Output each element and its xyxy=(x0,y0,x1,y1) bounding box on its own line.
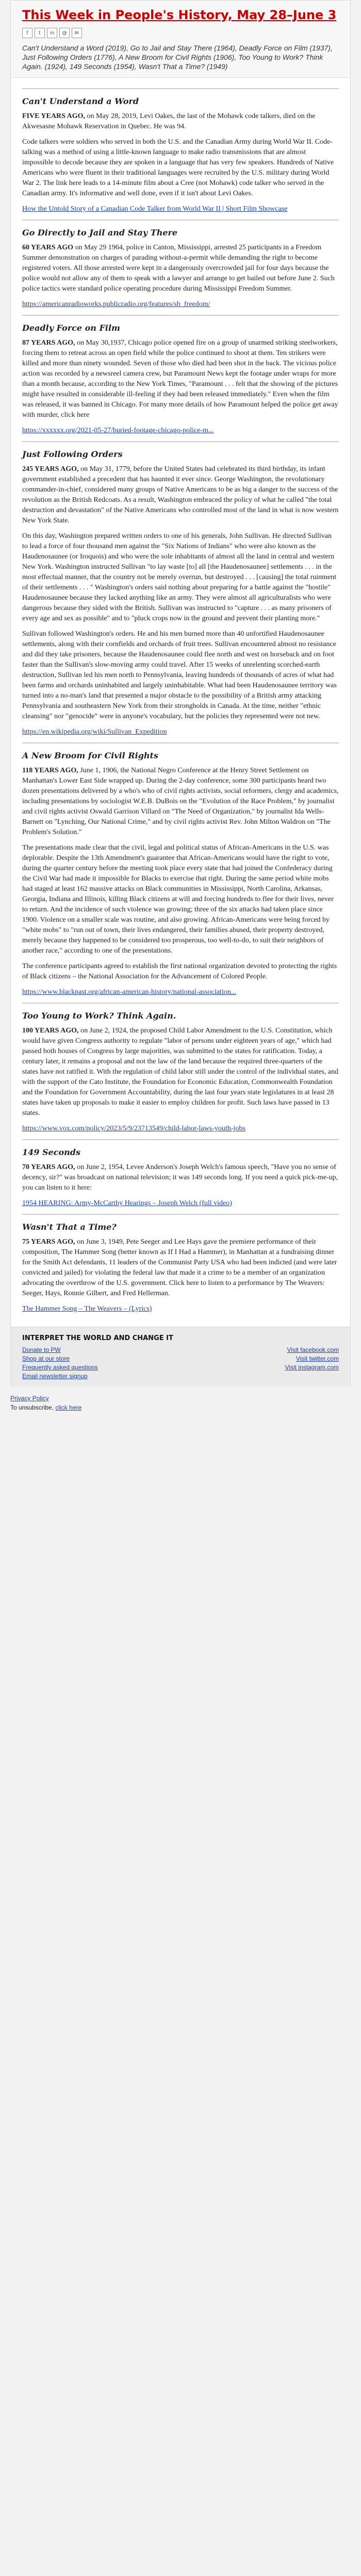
paragraph-text: on May 30,1937, Chicago police opened fire on a group of unarmed striking steelworkers, forcing them to retreat across an open field while the police continued to shoot at them. Ten strikers were killed and more than ninety wounded. Seven of those who died had been shot in the back. The vicious police action was recorded by a newsreel camera crew, but Paramount News kept the footage under wraps for more than a month because, according to the New York Times, "Paramount . . . felt that the showing of the pictures might have resulted in considerable ill-feeling if they had been released immediately." Even when the film was released, it was banned in Chicago. For many more details of how Paramount helped the police get away with murder, click here xyxy=(22,339,338,419)
hero xyxy=(11,1,350,78)
footer-right-links xyxy=(285,1346,339,1381)
paragraph-lead: 100 YEARS AGO, xyxy=(22,1027,79,1035)
footer-heading: INTERPRET THE WORLD AND CHANGE IT xyxy=(22,1334,173,1342)
footer-link-item xyxy=(22,1346,98,1353)
footer-link[interactable]: Frequently asked questions xyxy=(22,1364,98,1371)
section-divider xyxy=(22,1139,339,1140)
paragraph-text: on May 28, 2019, Levi Oakes, the last of the Mohawk code talkers, died on the Akwesasne Mohawk Reservation in Quebec. He was 94. xyxy=(22,112,316,130)
section-text xyxy=(22,464,339,737)
section-heading: Deadly Force on Film xyxy=(22,323,120,333)
section-divider xyxy=(22,441,339,442)
section-heading: Too Young to Work? Think Again. xyxy=(22,1011,176,1021)
paragraph-text: Code talkers were soldiers who served in both the U.S. and the Canadian Army during World War II. Code-talking was a method of using a little-known language to make radio transmissions that are almost impossible to decode because they are spoken in a language that has very few speakers. Hundreds of Native Americans who were fluent in their traditional languages were recruited by the U.S. military during World War 2. The link here leads to a 14-minute film about a Cree (not Mohawk) code talker who served in the Canadian army. It's informative and well done, even if it isn't about Levi Oakes. xyxy=(22,138,334,197)
section-text xyxy=(22,1162,339,1209)
paragraph-text: The conference participants agreed to establish the first national organization devoted to protecting the rights of Black citizens – the National Association for the Advancement of Colored People. xyxy=(22,962,337,980)
footer-link-item xyxy=(285,1364,339,1371)
footer-link[interactable]: Email newsletter signup xyxy=(22,1372,88,1380)
page-title[interactable]: This Week in People's History, May 28–June 3 xyxy=(22,8,337,22)
paragraph xyxy=(22,987,339,997)
article-body xyxy=(11,78,350,1327)
share-icon[interactable]: in xyxy=(47,28,57,38)
paragraph xyxy=(22,137,339,199)
share-icon[interactable]: ✉ xyxy=(72,28,82,38)
paragraph-lead: 70 YEARS AGO, xyxy=(22,1163,75,1171)
section-divider xyxy=(22,219,339,221)
footer-link-item xyxy=(285,1355,339,1362)
paragraph xyxy=(22,1237,339,1299)
section-text xyxy=(22,111,339,214)
paragraph xyxy=(22,338,339,420)
paragraph xyxy=(22,1026,339,1118)
section-heading: Just Following Orders xyxy=(22,449,123,459)
paragraph-lead: 87 YEARS AGO, xyxy=(22,339,75,347)
source-link[interactable]: https://www.vox.com/policy/2023/5/9/23713549/child-labor-laws-youth-jobs xyxy=(22,1125,245,1132)
share-icons xyxy=(22,28,339,38)
paragraph xyxy=(22,299,339,310)
source-link[interactable]: How the Untold Story of a Canadian Code Talker from World War II | Short Film Showcase xyxy=(22,205,288,213)
share-icon[interactable]: f xyxy=(22,28,32,38)
intro-summary: Can't Understand a Word (2019), Go to Jail and Stay There (1964), Deadly Force on Film (1937), Just Following Orders (1776), A New Broom for Civil Rights (1906), Too Young to Work? Think Again. (1924), 149 Seconds (1954), Wasn't That a Time? (1949) xyxy=(22,44,333,71)
paragraph-lead: 60 YEARS AGO xyxy=(22,244,74,251)
footer-link[interactable]: Donate to PW xyxy=(22,1346,61,1353)
paragraph xyxy=(22,1124,339,1134)
section-heading: A New Broom for Civil Rights xyxy=(22,751,158,760)
paragraph-lead: 245 YEARS AGO, xyxy=(22,465,79,473)
paragraph xyxy=(22,426,339,436)
section-divider xyxy=(22,1003,339,1004)
section-divider xyxy=(22,315,339,316)
paragraph xyxy=(22,961,339,982)
footer xyxy=(10,1327,351,1386)
section-heading: Go Directly to Jail and Stay There xyxy=(22,228,178,238)
section-text xyxy=(22,1237,339,1314)
paragraph xyxy=(22,843,339,956)
source-link[interactable]: https://xxxxxx.org/2021-05-27/buried-footage-chicago-police-m... xyxy=(22,427,214,434)
section-divider xyxy=(22,742,339,743)
bottom-links xyxy=(9,1394,352,1412)
section-text xyxy=(22,338,339,436)
section-divider xyxy=(22,1214,339,1215)
paragraph-text: On this day, Washington prepared written orders to one of his generals, John Sullivan. He directed Sullivan to lead a force of four thousand men against the "Six Nations of Indians" who were also known as the Haudenosaunee (or Iroquois) and who were the sole inhabitants of almost all the land in central and western New York. Washington instructed Sullivan "to lay waste [to] all [the Haudenosaunee] settlements . . . in the most effectual manner, that the country not be merely overrun, but destroyed . . . [causing] the total ruinment of their settlements . . . " Washington's orders said nothing about preparing for a battle against the "hostile" Haudenosaunee because they lacked anything like an army. They were almost all agriculturalists who were dangerous because they sided with the British. Sullivan was instructed to "capture . . . as many prisoners of every age and sex as possible" and to "pluck crops now in the ground and prevent their planting more." xyxy=(22,532,337,622)
paragraph-text: Sullivan followed Washington's orders. He and his men burned more than 40 unfortified Haudenosaunee settlements, along with their cornfields and orchards of fruit trees. Sullivan encountered almost no resistance and did they take prisoners, because the Haudenosaunee could flee north and west on horseback and on foot faster than the Sullivan's slow-moving army could travel. After 15 weeks of unrelenting scorched-earth destruction, Sullivan led his men north to Pennsylvania, leaving hundreds of thousands of acres of what had been farms and orchards uninhabited and largely uninhabitable. What had been Haudenosaunee territory was turned into a no-man's land that presented a major obstacle to the possibility of a British army attacking Pennsylvania and southeastern New York from their strongholds in Canada. At the time, neither "ethnic cleansing" nor "genocide" were in anyone's vocabulary, but the policies they represented were not new. xyxy=(22,630,337,720)
social-link[interactable]: Visit instagram.com xyxy=(285,1364,339,1371)
section-heading: Can't Understand a Word xyxy=(22,96,139,106)
paragraph-text: on June 3, 1949, Pete Seeger and Lee Hays gave the premiere performance of their composition, The Hammer Song (better known as If I Had a Hammer), in Manhattan at a fundraising dinner for the Smith Act defendants, 11 leaders of the Communist Party USA who had been indicted (and were later convicted and jailed) for violating the federal law that made it a crime to be a member of an organization advocating the overthrow of the U.S. government. Click here to listen to a performance by The Weavers: Seeger, Hays, Ronnie Gilbert, and Fred Hellerman. xyxy=(22,1238,337,1297)
privacy-policy-link[interactable]: Privacy Policy xyxy=(10,1395,49,1402)
paragraph xyxy=(22,1198,339,1209)
footer-link[interactable]: Shop at our store xyxy=(22,1355,70,1362)
share-icon[interactable]: t xyxy=(35,28,45,38)
paragraph-lead: 75 YEARS AGO, xyxy=(22,1238,75,1246)
section-heading: 149 Seconds xyxy=(22,1147,80,1157)
social-link[interactable]: Visit twitter.com xyxy=(296,1355,339,1362)
source-link[interactable]: https://en.wikipedia.org/wiki/Sullivan_Expedition xyxy=(22,728,167,736)
paragraph-text: The presentations made clear that the civil, legal and political status of African-Americans in the U.S. was deplorable. Despite the 13th Amendment's guarantee that African-Americans would have the right to vote, during the quarter century before the meeting took place every state that had joined the Confederacy during the Civil War had made it impossible for Blacks to exercise that right. During the same period white mobs had staged at least 162 massive attacks on Black communities in Mississippi, North Carolina, Arkansas, Georgia, Indiana and Illinois, killing Black citizens at will and forcing hundreds to flee for their lives, never to return. And the incidence of such violence was growing; three of the six attacks had taken place since 1900. Violence on a smaller scale was routine, and also growing. African-Americans were being forced by "white mobs" to "run out of town, their lives endangered, their families abused, their property destroyed, merely because they happened to be considered too prosperous, too well-to-do, to suit their neighbors of another race," according to one of the presentations. xyxy=(22,844,334,955)
paragraph xyxy=(22,204,339,214)
source-link[interactable]: https://www.blackpast.org/african-american-history/national-association... xyxy=(22,988,237,996)
footer-link-item xyxy=(22,1355,98,1362)
section-divider xyxy=(22,88,339,89)
paragraph-text: June 1, 1906, the National Negro Conference at the Henry Street Settlement on Manhattan's Lower East Side wrapped up. During the 2-day conference, some 300 participants heard two dozen presentations delivered by a who's who of civil rights activists, social reformers, clergy and academics, including presentations by sociologist W.E.B. DuBois on the "Evolution of the Race Problem," by journalist and civil rights activist Oswald Garrison Villard on "The Need of Organization," by journalist Ida Wells-Barnett on "Lynching, Our National Crime," and by civil rights activist Rev. John Milton Waldron on "The Problem's Solution." xyxy=(22,767,339,836)
section-text xyxy=(22,766,339,997)
footer-link-item xyxy=(285,1346,339,1353)
paragraph-text: on June 2, 1954, Levee Anderson's Joseph Welch's famous speech, "Have you no sense of decency, sir?" was broadcast on national television; it was 149 seconds long. If you need a quick pick-me-up, you can listen to it here: xyxy=(22,1163,338,1192)
paragraph xyxy=(22,1304,339,1314)
newsletter-container xyxy=(10,0,351,1327)
unsubscribe-prefix: To unsubscribe, xyxy=(10,1404,56,1411)
paragraph xyxy=(22,464,339,526)
source-link[interactable]: https://americanradioworks.publicradio.org/features/sb_freedom/ xyxy=(22,300,210,308)
paragraph xyxy=(22,629,339,722)
paragraph-text: on May 31, 1779, before the United States had celebrated its third birthday, its infant government established a precedent that has haunted it ever since. George Washington, the revolutionary commander-in-chief, considered many groups of Native Americans to be as big a danger to the success of the revolution as the British Redcoats. As a result, Washington embraced the policy of what he called "the total destruction and devastation" of the Native Americans who controlled most of the land in what is now western New York State. xyxy=(22,465,339,524)
paragraph-lead: 118 YEARS AGO, xyxy=(22,767,78,774)
paragraph xyxy=(22,531,339,624)
paragraph xyxy=(22,243,339,294)
paragraph xyxy=(22,111,339,132)
footer-link-item xyxy=(22,1364,98,1371)
social-link[interactable]: Visit facebook.com xyxy=(287,1346,339,1353)
paragraph-text: on June 2, 1924, the proposed Child Labor Amendment to the U.S. Constitution, which would have given Congress authority to regulate "labor of persons under eighteen years of age," which had passed both houses of Congress by large majorities, was submitted to the states for ratification. Today, a century later, it remains a proposal and not the law of the land because the required three-quarters of the states have not ratified it. With the regulation of child labor still under the control of the individual states, and with the support of the Cato Institute, the Foundation for Economic Education, Commonwealth Foundation and the Foundation for Government Accountability, during the last four years state legislatures in at least 28 states have taken up proposals to make it easier to employ children for profit. Such laws have passed in 13 states. xyxy=(22,1027,339,1117)
footer-link-item xyxy=(22,1372,98,1380)
section-text xyxy=(22,1026,339,1134)
paragraph xyxy=(22,1162,339,1193)
section-heading: Wasn't That a Time? xyxy=(22,1222,117,1232)
unsubscribe-link[interactable]: click here xyxy=(55,1404,82,1411)
share-icon[interactable]: @ xyxy=(59,28,70,38)
paragraph-text: on May 29 1964, police in Canton, Mississippi, arrested 25 participants in a Freedom Summer demonstration on charges of parading without-a-permit while demanding the right to become registered voters. All those arrested were kept in a dangerously overcrowded jail for four days because the police would not allow any of them to speak with a lawyer and arrange to get bailed out before June 2. Such police tactics were standard police operating procedure during Mississippi Freedom Summer. xyxy=(22,244,335,293)
source-link[interactable]: The Hammer Song – The Weavers – (Lyrics) xyxy=(22,1305,152,1313)
paragraph-lead: FIVE YEARS AGO, xyxy=(22,112,86,120)
source-link[interactable]: 1954 HEARING: Army-McCarthy Hearings – Joseph Welch (full video) xyxy=(22,1199,232,1207)
paragraph xyxy=(22,766,339,838)
footer-left-links xyxy=(22,1346,98,1381)
section-text xyxy=(22,243,339,310)
paragraph xyxy=(22,727,339,737)
